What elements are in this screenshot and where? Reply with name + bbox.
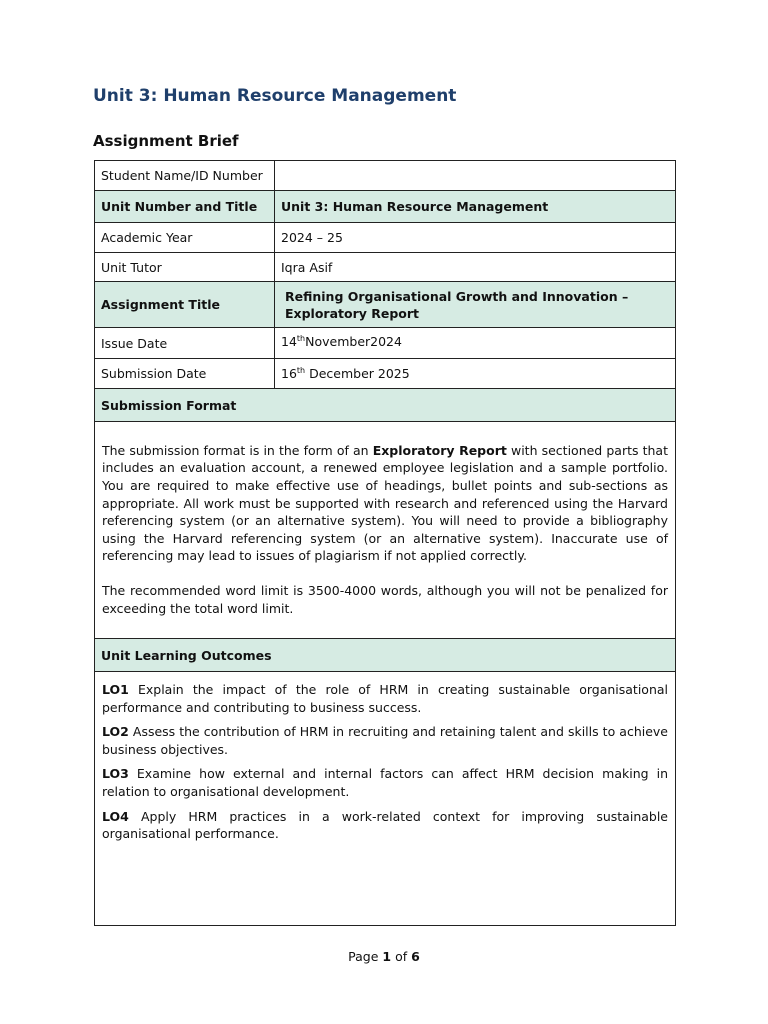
submission-format-paragraph [102, 442, 668, 565]
learning-outcomes-body [95, 672, 676, 926]
assignment-title-line1: Refining Organisational Growth and Innovation – [285, 288, 629, 304]
issue-day-suffix: th [296, 334, 306, 343]
student-label: Student Name/ID Number [95, 161, 275, 191]
tutor-label: Unit Tutor [95, 253, 275, 282]
issue-date-value [275, 328, 676, 359]
page-separator: of [391, 949, 412, 964]
row-year [95, 223, 676, 253]
issue-day: 14 [281, 334, 297, 350]
learning-outcome-item [102, 681, 668, 716]
unit-label: Unit Number and Title [95, 191, 275, 223]
row-submission-date [95, 359, 676, 389]
learning-outcome-text: Examine how external and internal factors can affect HRM decision making in relation to organisational development. [102, 766, 668, 799]
submission-format-text-a: The submission format is in the form of an [102, 442, 373, 458]
learning-outcome-text: Assess the contribution of HRM in recruiting and retaining talent and skills to achieve business objectives. [102, 724, 668, 757]
assignment-title-value [275, 282, 676, 328]
issue-month-year: November2024 [305, 334, 402, 350]
page-prefix: Page [348, 949, 383, 964]
row-assignment-title [95, 282, 676, 328]
learning-outcome-item [102, 765, 668, 800]
year-value: 2024 – 25 [275, 223, 676, 253]
learning-outcome-text: Apply HRM practices in a work-related context for improving sustainable organisational performance. [102, 808, 668, 842]
row-student [95, 161, 676, 191]
student-value [275, 161, 676, 191]
assignment-title-line2: Exploratory Report [285, 305, 420, 321]
submission-format-body [95, 422, 676, 639]
assignment-brief-heading: Assignment Brief [93, 132, 239, 150]
submission-month-year: December 2025 [305, 366, 410, 382]
submission-format-heading: Submission Format [95, 389, 676, 422]
submission-day-suffix: th [296, 365, 306, 375]
page-total: 6 [411, 949, 420, 964]
submission-date-value [275, 359, 676, 389]
row-unit [95, 191, 676, 223]
submission-format-emphasis: Exploratory Report [372, 442, 507, 458]
assignment-brief-table [94, 160, 676, 926]
row-learning-outcomes-body [95, 672, 676, 926]
learning-outcome-code: LO2 [102, 724, 129, 740]
submission-day: 16 [281, 366, 297, 382]
learning-outcomes-heading: Unit Learning Outcomes [95, 639, 676, 672]
year-label: Academic Year [95, 223, 275, 253]
learning-outcome-text: Explain the impact of the role of HRM in creating sustainable organisational performance and contributing to business success. [102, 682, 668, 715]
learning-outcome-item [102, 808, 668, 843]
learning-outcome-item [102, 723, 668, 758]
unit-title: Unit 3: Human Resource Management [93, 86, 457, 106]
issue-date-label: Issue Date [95, 328, 275, 359]
unit-value: Unit 3: Human Resource Management [275, 191, 676, 223]
row-issue-date [95, 328, 676, 359]
learning-outcome-code: LO1 [102, 682, 129, 697]
row-tutor [95, 253, 676, 282]
page-current: 1 [382, 949, 392, 964]
row-submission-format-heading [95, 389, 676, 422]
row-learning-outcomes-heading [95, 639, 676, 672]
assignment-title-label: Assignment Title [95, 282, 275, 328]
row-submission-format-body [95, 422, 676, 639]
submission-date-label: Submission Date [95, 359, 275, 389]
word-limit-paragraph: The recommended word limit is 3500-4000 words, although you will not be penalized for exceeding the total word limit. [102, 582, 668, 616]
learning-outcome-code: LO3 [102, 766, 129, 782]
submission-format-text-b: with sectioned parts that includes an evaluation account, a renewed employee legislation and a sample portfolio. You are required to make effective use of headings, bullet points and sub-sections as appropriate. All work must be supported with research and referenced using the Harvard referencing system (or an alternative system). You will need to provide a bibliography using the Harvard referencing system (or an alternative system). Inaccurate use of referencing may lead to issues of plagiarism if not applied correctly. [102, 442, 668, 564]
learning-outcome-code: LO4 [102, 808, 129, 824]
tutor-value: Iqra Asif [275, 253, 676, 282]
page-footer [0, 949, 768, 964]
